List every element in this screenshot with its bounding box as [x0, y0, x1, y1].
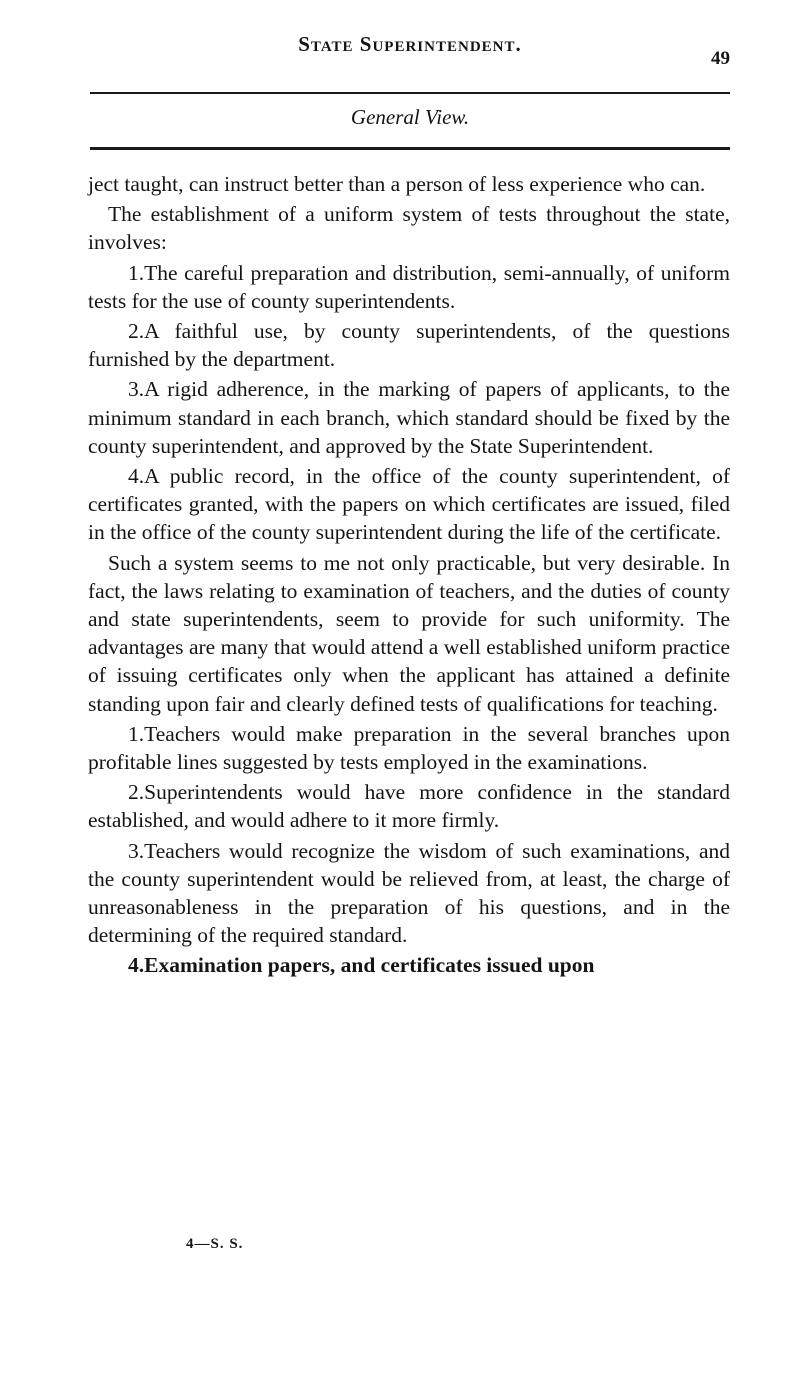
body-text [88, 170, 730, 980]
item-number: 2. [128, 780, 145, 805]
list-item [88, 259, 730, 315]
item-number: 3. [128, 377, 145, 402]
item-number: 1. [128, 721, 145, 746]
item-text: Teachers would recognize the wisdom of such examinations, and the county superintendent would be relieved from, at least, the charge of unreasonableness in the preparation of his questions, and in the determining of the required standard. [88, 838, 730, 948]
item-text: A rigid adherence, in the marking of papers of applicants, to the minimum standard in each branch, which standard should be fixed by the county superintendent, and approved by the State Superintendent. [88, 377, 730, 458]
item-number: 4. [128, 953, 145, 978]
bottom-rule [90, 147, 730, 150]
list-item [88, 462, 730, 547]
paragraph-intro: The establishment of a uniform system of tests throughout the state, involves: [88, 202, 730, 255]
list-item [88, 778, 730, 834]
item-number: 3. [128, 838, 145, 863]
item-text: A public record, in the office of the county superintendent, of certificates granted, with the papers on which certificates are issued, filed in the office of the county superintendent during the life of the certificate. [88, 464, 730, 545]
page-number: 49 [711, 48, 730, 69]
item-text: Teachers would make preparation in the several branches upon profitable lines suggested by tests employed in the examinations. [88, 721, 730, 775]
top-rule [90, 92, 730, 94]
item-number: 2. [128, 319, 145, 344]
item-number: 1. [128, 260, 145, 285]
list-item [88, 375, 730, 460]
item-text: A faithful use, by county superintendents, of the questions furnished by the department. [88, 319, 730, 372]
section-title: General View. [350, 105, 470, 129]
item-number: 4. [128, 464, 145, 489]
list-item [88, 317, 730, 373]
paragraph-advantages: Such a system seems to me not only practicable, but very desirable. In fact, the laws relating to examination of teachers, and the duties of county and state superintendents, seem to provide for such uniformity. The advantages are many that would attend a well established uniform practice of issuing certificates only when the applicant has attained a definite standing upon fair and clearly defined tests of qualifications for teaching. [88, 550, 730, 716]
list-item [88, 837, 730, 950]
signature-mark: 4—S. S. [186, 1236, 244, 1252]
item-text: Examination papers, and certificates issued upon [144, 953, 595, 978]
list-item [88, 720, 730, 776]
running-title: State Superintendent. [298, 32, 522, 56]
item-text: The careful preparation and distribution, semi-annually, of uniform tests for the use of county superintendents. [88, 260, 730, 313]
item-text: Superintendents would have more confidence in the standard established, and would adhere to it more firmly. [88, 780, 730, 833]
list-item [88, 951, 730, 979]
running-head [90, 28, 730, 69]
paragraph-continued: ject taught, can instruct better than a person of less experience who can. [88, 172, 706, 196]
